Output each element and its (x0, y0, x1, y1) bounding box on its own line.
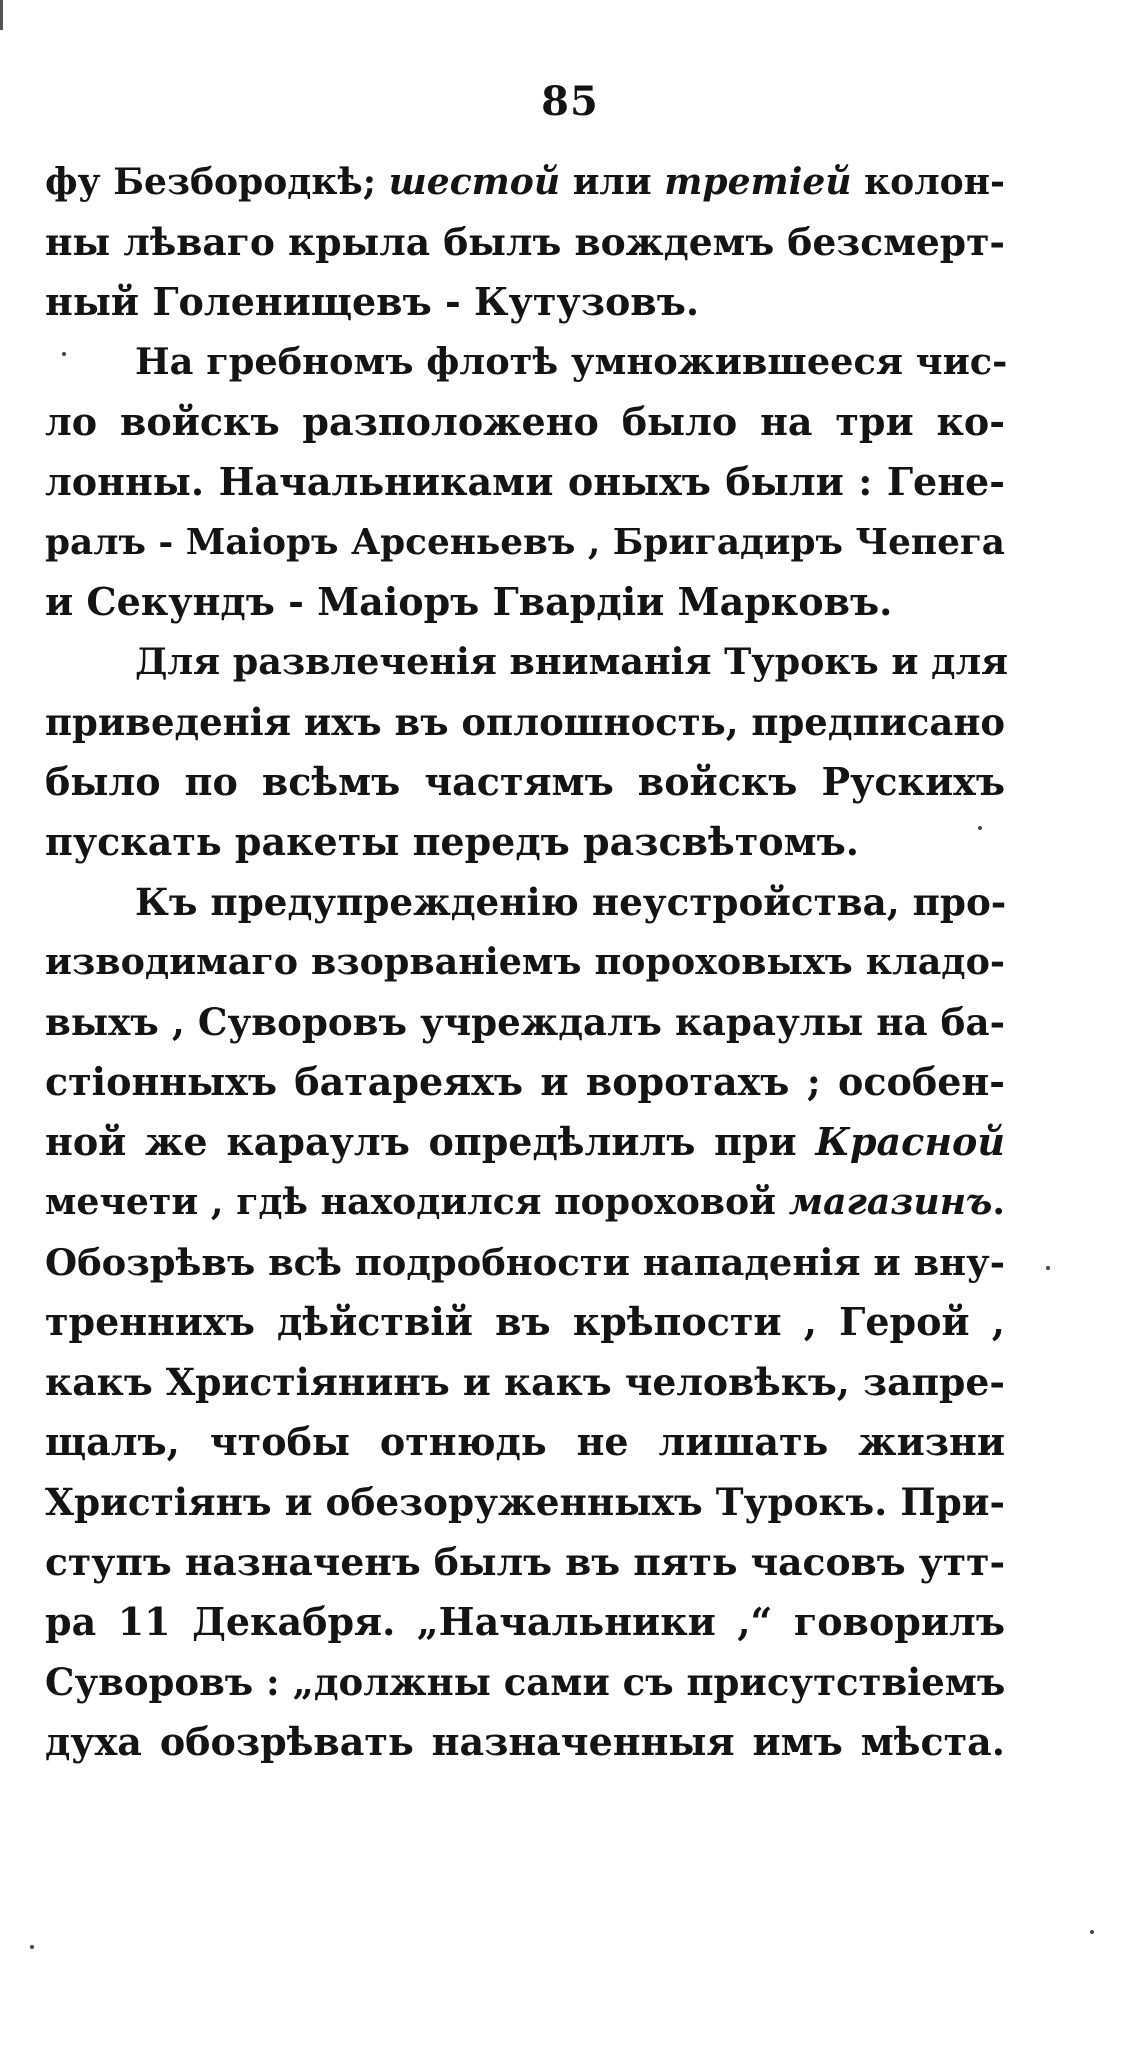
text-segment: треннихъ дѣйствій въ крѣпости , Герой , (45, 1299, 1005, 1344)
text-segment: . (992, 1180, 1005, 1223)
text-line (45, 572, 1005, 632)
text-segment: колон- (851, 160, 1005, 203)
italic-text: Красной (815, 1119, 1005, 1164)
print-speck (978, 826, 982, 830)
text-segment: стіонныхъ батареяхъ и воротахъ ; особен- (45, 1059, 1005, 1104)
body-text (45, 152, 1009, 1772)
text-segment: мечети , гдѣ находился пороховой (45, 1180, 789, 1223)
text-segment: лонны. Начальниками оныхъ были : Гене- (45, 459, 1005, 504)
text-segment: ралъ - Маіоръ Арсеньевъ , Бригадиръ Чепега (45, 521, 1005, 563)
text-segment: фу Безбородкѣ; (45, 160, 389, 203)
text-line (45, 512, 1005, 572)
print-speck (1046, 1266, 1050, 1270)
text-line (45, 812, 1005, 872)
text-line (45, 1532, 1005, 1592)
text-segment: духа обозрѣвать назначенныя имъ мѣста. (45, 1719, 1005, 1764)
text-segment: Къ предупрежденію неустройства, про- (135, 880, 1007, 924)
text-segment: пускать ракеты передъ разсвѣтомъ. (45, 819, 860, 864)
text-line (45, 932, 1005, 992)
text-line (45, 1232, 1005, 1292)
text-segment: ступъ назначенъ былъ въ пять часовъ утт- (45, 1540, 1006, 1584)
text-line (45, 1352, 1005, 1412)
text-segment: изводимаго взорваніемъ пороховыхъ кладо- (45, 940, 1005, 983)
text-segment: приведенія ихъ въ оплошность, предписано (45, 700, 1006, 744)
text-line (45, 752, 1005, 812)
text-line (45, 1172, 1005, 1232)
text-line (45, 1712, 1005, 1772)
italic-text: шестой (388, 160, 561, 203)
text-segment: было по всѣмъ частямъ войскъ Рускихъ (45, 759, 1005, 804)
text-line (45, 152, 1005, 212)
text-line (45, 1652, 1005, 1712)
text-line (45, 1052, 1005, 1112)
text-line (45, 1592, 1005, 1652)
print-speck (30, 1945, 34, 1949)
text-segment: ра 11 Декабря. „Начальники ,“ говорилъ (45, 1599, 1005, 1644)
text-segment: или (560, 160, 665, 203)
text-segment: выхъ , Суворовъ учреждалъ караулы на ба- (45, 1000, 1005, 1044)
text-line (45, 692, 1005, 752)
text-segment: ной же карaулъ опредѣлилъ при (45, 1119, 816, 1164)
text-line (45, 452, 1005, 512)
text-segment: На гребномъ флотѣ умножившееся чис- (135, 340, 1008, 383)
text-segment: Для развлеченія вниманія Турокъ и для (135, 640, 1009, 683)
text-segment: какъ Христіянинъ и какъ человѣкъ, запре- (45, 1360, 1005, 1404)
print-speck (62, 352, 66, 356)
text-segment: Обозрѣвъ всѣ подробности нападенія и вну- (45, 1240, 1005, 1284)
text-segment: Суворовъ : „должны сами съ присутствіемъ (45, 1660, 1006, 1704)
text-segment: ны лѣваго крыла былъ вождемъ безсмерт- (45, 220, 1005, 264)
text-line (45, 1472, 1005, 1532)
text-line (45, 212, 1005, 272)
text-line (45, 632, 1009, 692)
italic-text: магазинъ (788, 1180, 993, 1223)
text-segment: и Секундъ - Маіоръ Гвардіи Марковъ. (45, 579, 893, 624)
text-segment: ло войскъ разположено было на три ко- (45, 399, 1005, 444)
page-number: 85 (541, 78, 599, 125)
text-line (45, 1412, 1005, 1472)
text-line (45, 992, 1005, 1052)
text-line (45, 332, 1008, 392)
text-segment: ный Голенищевъ - Кутузовъ. (45, 279, 700, 324)
text-segment: Христіянъ и обезоруженныхъ Турокъ. При- (45, 1480, 1005, 1524)
text-line (45, 272, 1005, 332)
print-speck (1090, 1930, 1094, 1934)
text-line (45, 872, 1005, 932)
page-edge-mark (0, 0, 3, 30)
text-line (45, 1112, 1005, 1172)
text-segment: щалъ, чтобы отнюдь не лишать жизни (45, 1419, 1005, 1464)
italic-text: третіей (664, 160, 852, 203)
text-line (45, 1292, 1005, 1352)
text-line (45, 392, 1005, 452)
